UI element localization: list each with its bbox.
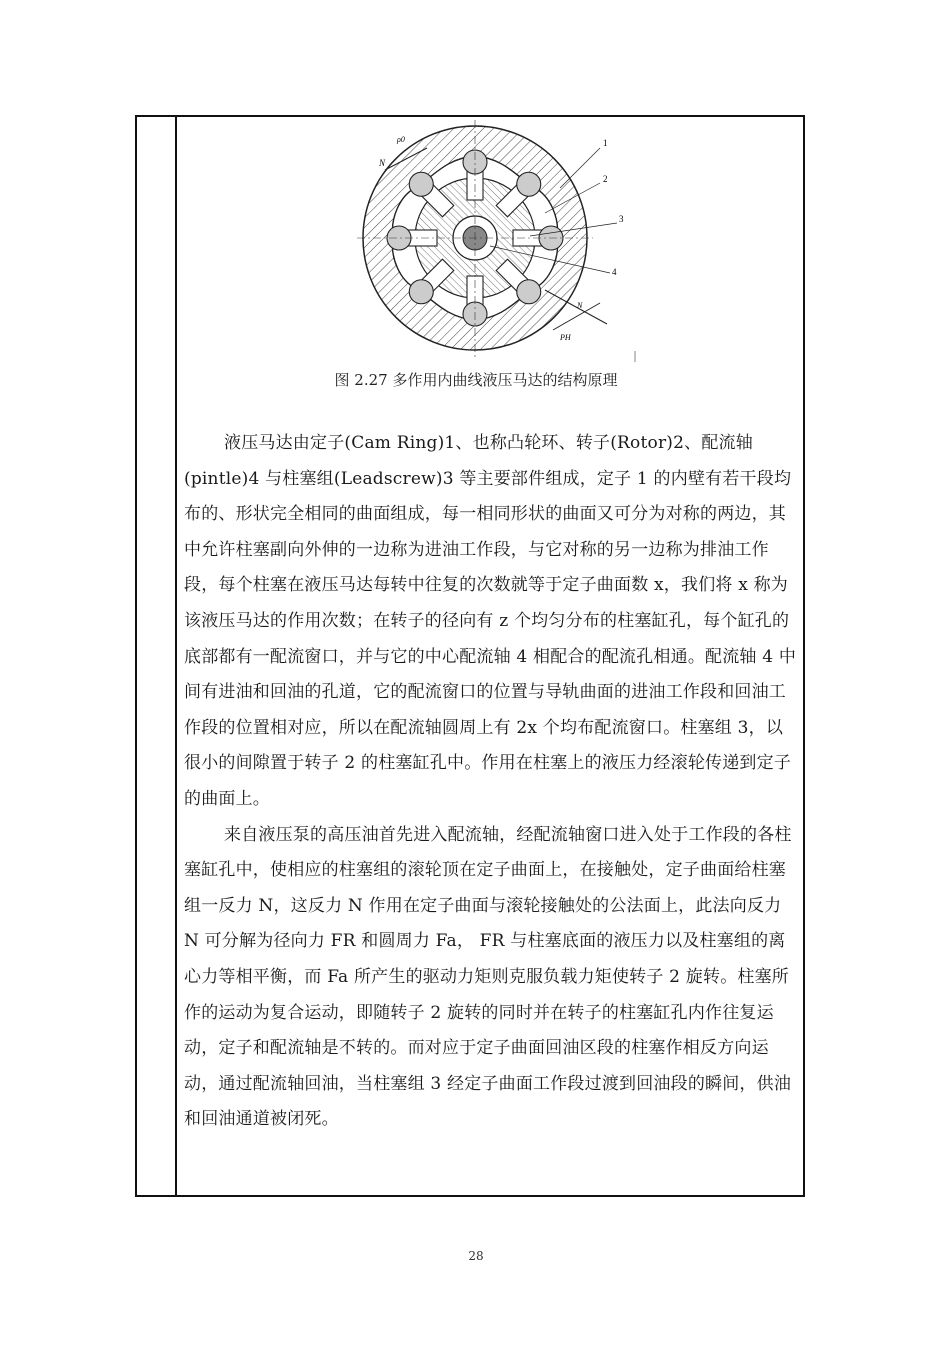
fig-label-2: 2 xyxy=(603,174,608,184)
paragraph-2: 来自液压泵的高压油首先进入配流轴，经配流轴窗口进入处于工作段的各柱塞缸孔中，使相应的柱塞组的滚轮顶在定子曲面上，在接触处，定子曲面给柱塞组一反力 N，这反力 N 作用在定子曲面与滚轮接触处的公法面上，此法向反力 N 可分解为径向力 FR 和圆周力 Fa， FR 与柱塞底面的液压力以及柱塞组的离心力等相平衡，而 Fa 所产生的驱动力矩则克服负载力矩使转子 2 旋转。柱塞所作的运动为复合运动，即随转子 2 旋转的同时并在转子的柱塞缸孔内作往复运动，定子和配流轴是不转的。而对应于定子曲面回油区段的柱塞作相反方向运动，通过配流轴回油，当柱塞组 3 经定子曲面工作段过渡到回油段的瞬间，供油和回油通道被闭死。 xyxy=(184,824,792,1130)
fig-label-n-bottom: N xyxy=(577,301,583,310)
fig-label-4: 4 xyxy=(612,267,617,277)
fig-label-n-top: N xyxy=(379,158,386,168)
figure-caption: 图 2.27 多作用内曲线液压马达的结构原理 xyxy=(334,371,618,389)
table-column-divider xyxy=(175,117,177,1195)
page-number: 28 xyxy=(468,1249,484,1263)
fig-label-3: 3 xyxy=(619,214,624,224)
fig-label-1: 1 xyxy=(603,138,608,148)
motor-structure-figure xyxy=(355,118,645,363)
fig-label-ph: PH xyxy=(560,333,571,342)
body-text xyxy=(184,426,800,1138)
paragraph-1: 液压马达由定子(Cam Ring)1、也称凸轮环、转子(Rotor)2、配流轴(pintle)4 与柱塞组(Leadscrew)3 等主要部件组成，定子 1 的内壁有若干段均布的、形状完全相同的曲面组成，每一相同形状的曲面又可分为对称的两边，其中允许柱塞副向外伸的一边称为进油工作段，与它对称的另一边称为排油工作段，每个柱塞在液压马达每转中往复的次数就等于定子曲面数 x，我们将 x 称为该液压马达的作用次数；在转子的径向有 z 个均匀分布的柱塞缸孔，每个缸孔的底部都有一配流窗口，并与它的中心配流轴 4 相配合的配流孔相通。配流轴 4 中间有进油和回油的孔道，它的配流窗口的位置与导轨曲面的进油工作段和回油工作段的位置相对应，所以在配流轴圆周上有 2x 个均布配流窗口。柱塞组 3，以很小的间隙置于转子 2 的柱塞缸孔中。作用在柱塞上的液压力经滚轮传递到定子的曲面上。 xyxy=(184,433,797,809)
fig-label-rho: ρ0 xyxy=(397,135,405,144)
